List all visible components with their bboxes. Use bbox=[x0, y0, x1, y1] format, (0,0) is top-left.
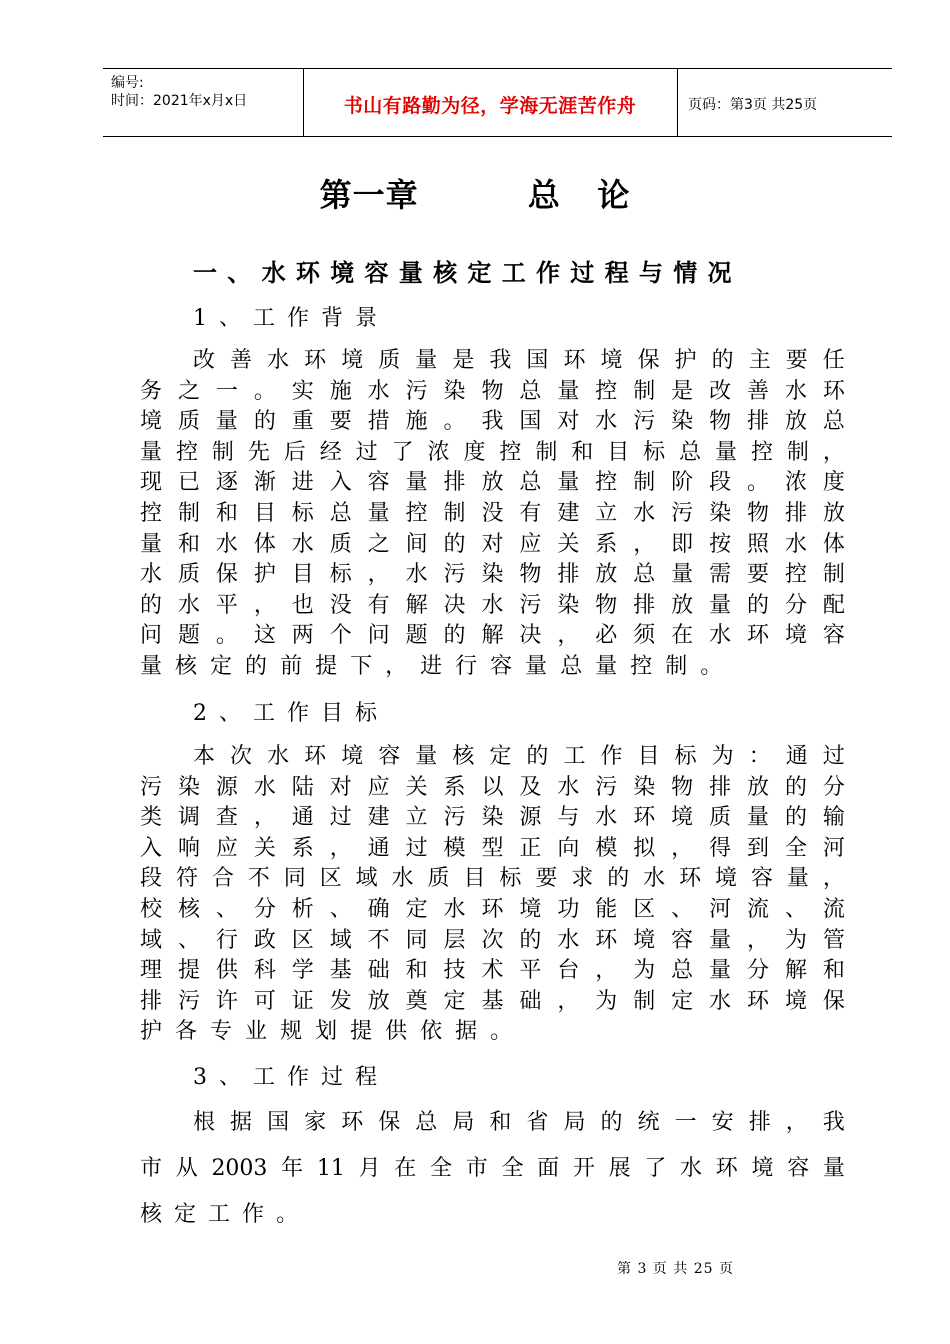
paragraph-line: 控 制 和 目 标 总 量 控 制 没 有 建 立 水 污 染 物 排 放 bbox=[140, 500, 845, 526]
paragraph-line: 护 各 专 业 规 划 提 供 依 据 。 bbox=[140, 1019, 513, 1045]
paragraph-line: 市 从 2003 年 11 月 在 全 市 全 面 开 展 了 水 环 境 容 量 bbox=[140, 1156, 845, 1181]
paragraph-line: 校 核 、 分 析 、 确 定 水 环 境 功 能 区 、 河 流 、 流 bbox=[140, 896, 845, 922]
paragraph-line: 量 核 定 的 前 提 下 ， 进 行 容 量 总 量 控 制 。 bbox=[140, 653, 723, 679]
paragraph-line: 的 水 平 ， 也 没 有 解 决 水 污 染 物 排 放 量 的 分 配 bbox=[140, 592, 845, 618]
paragraph-line: 域 、 行 政 区 域 不 同 层 次 的 水 环 境 容 量 ， 为 管 bbox=[140, 927, 845, 953]
paragraph-process bbox=[140, 1100, 845, 1238]
paragraph-line: 类 调 查 ， 通 过 建 立 污 染 源 与 水 环 境 质 量 的 输 bbox=[140, 805, 845, 831]
number-label: 编号: bbox=[111, 75, 144, 91]
header-motto-cell bbox=[303, 69, 678, 136]
paragraph-line: 理 提 供 科 学 基 础 和 技 术 平 台 ， 为 总 量 分 解 和 bbox=[140, 958, 845, 984]
section-title: 一、水环境容量核定工作过程与情况 bbox=[193, 259, 742, 287]
header-page-cell bbox=[678, 69, 892, 136]
chapter-title: 第一章 总 论 bbox=[319, 176, 631, 214]
paragraph-line: 本 次 水 环 境 容 量 核 定 的 工 作 目 标 为 ： 通 过 bbox=[193, 744, 845, 769]
paragraph-line: 污 染 源 水 陆 对 应 关 系 以 及 水 污 染 物 排 放 的 分 bbox=[140, 774, 845, 800]
subsection-heading-goal: 2、工作目标 bbox=[193, 701, 389, 726]
paragraph-line: 排 污 许 可 证 发 放 奠 定 基 础 ， 为 制 定 水 环 境 保 bbox=[140, 988, 845, 1014]
paragraph-line: 问 题 。 这 两 个 问 题 的 解 决 ， 必 须 在 水 环 境 容 bbox=[140, 623, 845, 649]
paragraph-line: 段 符 合 不 同 区 域 水 质 目 标 要 求 的 水 环 境 容 量 ， bbox=[140, 866, 845, 892]
subsection-heading-process: 3、工作过程 bbox=[193, 1065, 389, 1090]
paragraph-line: 根 据 国 家 环 保 总 局 和 省 局 的 统 一 安 排 ， 我 bbox=[193, 1110, 845, 1135]
document-header bbox=[103, 68, 892, 137]
paragraph-line: 量 控 制 先 后 经 过 了 浓 度 控 制 和 目 标 总 量 控 制 ， bbox=[140, 439, 845, 465]
paragraph-line: 量 和 水 体 水 质 之 间 的 对 应 关 系 ， 即 按 照 水 体 bbox=[140, 531, 845, 557]
paragraph-goal bbox=[140, 742, 845, 1048]
paragraph-line: 现 已 逐 渐 进 入 容 量 排 放 总 量 控 制 阶 段 。 浓 度 bbox=[140, 470, 845, 496]
paragraph-line: 改 善 水 环 境 质 量 是 我 国 环 境 保 护 的 主 要 任 bbox=[193, 348, 845, 373]
paragraph-line: 核 定 工 作 。 bbox=[140, 1202, 299, 1227]
subsection-heading-background: 1、工作背景 bbox=[193, 306, 389, 331]
page-code: 页码：第3页 共25页 bbox=[688, 97, 818, 113]
paragraph-line: 水 质 保 护 目 标 ， 水 污 染 物 排 放 总 量 需 要 控 制 bbox=[140, 562, 845, 588]
time-label: 时间：2021年x月x日 bbox=[111, 93, 248, 109]
paragraph-line: 境 质 量 的 重 要 措 施 。 我 国 对 水 污 染 物 排 放 总 bbox=[140, 409, 845, 435]
paragraph-line: 入 响 应 关 系 ， 通 过 模 型 正 向 模 拟 ， 得 到 全 河 bbox=[140, 835, 845, 861]
paragraph-line: 务 之 一 。 实 施 水 污 染 物 总 量 控 制 是 改 善 水 环 bbox=[140, 378, 845, 404]
page-footer: 第 3 页 共 25 页 bbox=[617, 1261, 734, 1277]
motto-text: 书山有路勤为径，学海无涯苦作舟 bbox=[343, 95, 637, 117]
header-info-cell bbox=[103, 69, 304, 136]
paragraph-background bbox=[140, 346, 845, 683]
